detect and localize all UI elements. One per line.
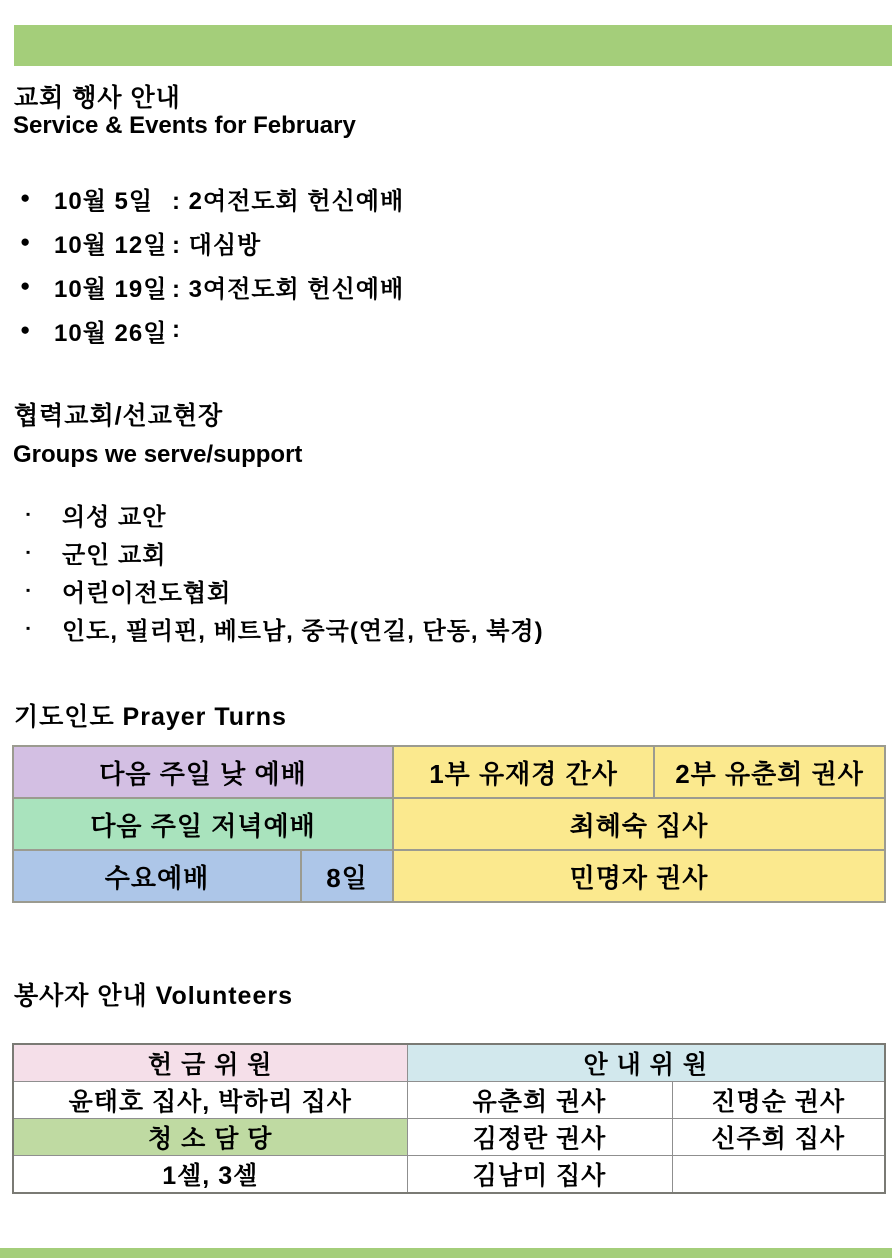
vol-header-ushers: 안 내 위 원 (407, 1044, 885, 1082)
event-description: : 대심방 (172, 231, 262, 259)
circle-bullet-icon: ● (20, 276, 31, 295)
prayer-section-title: 기도인도 Prayer Turns (14, 703, 287, 731)
volunteers-section-title: 봉사자 안내 Volunteers (14, 982, 293, 1010)
event-description: : 2여전도회 헌신예배 (172, 187, 405, 215)
event-item (20, 308, 404, 352)
table-row (13, 1156, 885, 1194)
event-date: 10월 19일 (54, 275, 168, 303)
table-row (13, 1082, 885, 1119)
vol-cell-usher-2: 진명순 권사 (672, 1082, 885, 1119)
event-date: 10월 5일 (54, 187, 154, 215)
cooperation-title-english: Groups we serve/support (13, 441, 303, 468)
table-row (13, 850, 885, 902)
missions-list (26, 495, 544, 647)
square-bullet-icon: ▪ (26, 507, 32, 521)
table-row (13, 1119, 885, 1156)
circle-bullet-icon: ● (20, 232, 31, 251)
prayer-cell-2bu: 2부 유춘희 권사 (654, 746, 885, 798)
event-description: : (172, 316, 181, 343)
mission-label: 인도, 필리핀, 베트남, 중국(연길, 단동, 북경) (62, 617, 544, 645)
mission-item (26, 609, 544, 647)
mission-label: 군인 교회 (62, 541, 167, 569)
event-item (20, 176, 404, 220)
table-row (13, 798, 885, 850)
page-title-korean: 교회 행사 안내 (14, 84, 181, 112)
bottom-accent-bar (0, 1248, 892, 1258)
prayer-cell-wednesday: 수요예배 (13, 850, 301, 902)
prayer-cell-wednesday-leader: 민명자 권사 (393, 850, 885, 902)
vol-cell-usher-4: 신주희 집사 (672, 1119, 885, 1156)
mission-label: 어린이전도협회 (62, 579, 232, 607)
vol-cell-usher-3: 김정란 권사 (407, 1119, 672, 1156)
event-description: : 3여전도회 헌신예배 (172, 275, 405, 303)
mission-item (26, 533, 544, 571)
square-bullet-icon: ▪ (26, 583, 32, 597)
vol-header-offering: 헌 금 위 원 (13, 1044, 407, 1082)
square-bullet-icon: ▪ (26, 545, 32, 559)
vol-cell-cleaning-cells: 1셀, 3셀 (13, 1156, 407, 1194)
vol-cell-empty (672, 1156, 885, 1194)
circle-bullet-icon: ● (20, 188, 31, 207)
prayer-cell-wednesday-date: 8일 (301, 850, 393, 902)
event-item (20, 220, 404, 264)
vol-cell-offering-members: 윤태호 집사, 박하리 집사 (13, 1082, 407, 1119)
events-list (20, 176, 404, 352)
top-accent-bar (14, 25, 892, 66)
square-bullet-icon: ▪ (26, 621, 32, 635)
vol-header-cleaning: 청 소 담 당 (13, 1119, 407, 1156)
event-date: 10월 26일 (54, 319, 168, 347)
volunteers-table (12, 1043, 886, 1194)
circle-bullet-icon: ● (20, 320, 31, 339)
prayer-cell-next-sunday-evening: 다음 주일 저녁예배 (13, 798, 393, 850)
page-title-english: Service & Events for February (13, 112, 356, 139)
cooperation-title-korean: 협력교회/선교현장 (14, 402, 224, 430)
mission-item (26, 571, 544, 609)
prayer-cell-evening-leader: 최혜숙 집사 (393, 798, 885, 850)
prayer-turns-table (12, 745, 886, 903)
mission-item (26, 495, 544, 533)
vol-cell-usher-1: 유춘희 권사 (407, 1082, 672, 1119)
event-item (20, 264, 404, 308)
table-row (13, 1044, 885, 1082)
table-row (13, 746, 885, 798)
prayer-cell-1bu: 1부 유재경 간사 (393, 746, 654, 798)
mission-label: 의성 교안 (62, 503, 167, 531)
prayer-cell-next-sunday-day: 다음 주일 낮 예배 (13, 746, 393, 798)
vol-cell-usher-5: 김남미 집사 (407, 1156, 672, 1194)
event-date: 10월 12일 (54, 231, 168, 259)
